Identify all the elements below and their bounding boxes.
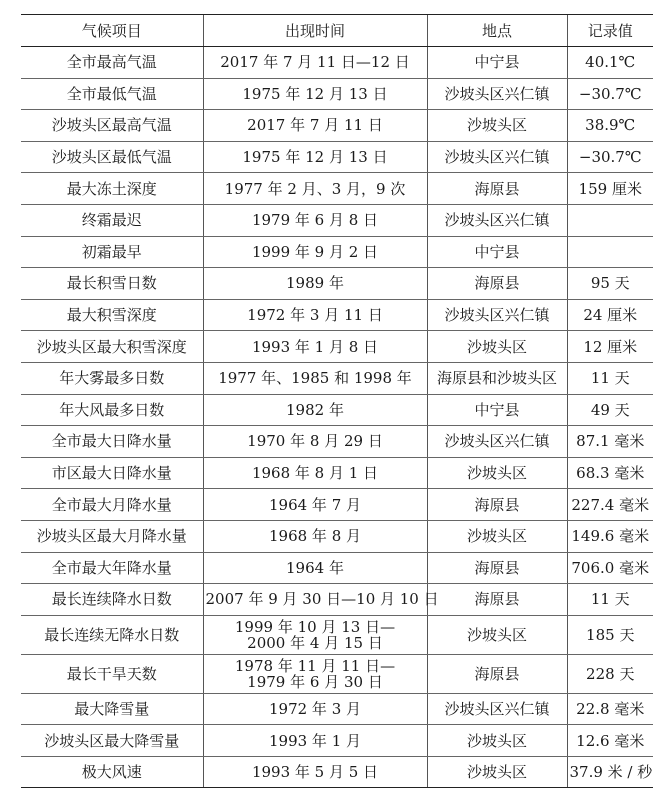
table-row bbox=[21, 693, 653, 725]
cell-item: 最长干旱天数 bbox=[21, 654, 203, 693]
cell-place: 沙坡头区兴仁镇 bbox=[427, 426, 567, 458]
cell-item: 初霜最早 bbox=[21, 236, 203, 268]
cell-item: 最大降雪量 bbox=[21, 693, 203, 725]
table-row bbox=[21, 756, 653, 788]
cell-place: 海原县 bbox=[427, 489, 567, 521]
table-row bbox=[21, 141, 653, 173]
cell-place: 海原县 bbox=[427, 552, 567, 584]
table-row bbox=[21, 204, 653, 236]
table-row bbox=[21, 489, 653, 521]
cell-item: 全市最大日降水量 bbox=[21, 426, 203, 458]
cell-item: 全市最大年降水量 bbox=[21, 552, 203, 584]
cell-item: 最大积雪深度 bbox=[21, 299, 203, 331]
table-row bbox=[21, 331, 653, 363]
cell-place: 海原县 bbox=[427, 654, 567, 693]
cell-value bbox=[567, 236, 653, 268]
cell-value bbox=[567, 204, 653, 236]
cell-place: 沙坡头区 bbox=[427, 725, 567, 757]
cell-value: −30.7℃ bbox=[567, 141, 653, 173]
cell-item: 市区最大日降水量 bbox=[21, 457, 203, 489]
table-row bbox=[21, 299, 653, 331]
cell-value: 227.4 毫米 bbox=[567, 489, 653, 521]
table-row bbox=[21, 584, 653, 616]
cell-place: 中宁县 bbox=[427, 47, 567, 79]
cell-time: 1968 年 8 月 1 日 bbox=[203, 457, 427, 489]
cell-time-line: 1978 年 11 月 11 日— bbox=[234, 656, 396, 675]
cell-item: 极大风速 bbox=[21, 756, 203, 788]
header-value: 记录值 bbox=[567, 15, 653, 47]
cell-item: 沙坡头区最大积雪深度 bbox=[21, 331, 203, 363]
cell-value: 24 厘米 bbox=[567, 299, 653, 331]
cell-time: 1977 年 2 月、3 月，9 次 bbox=[203, 173, 427, 205]
header-item: 气候项目 bbox=[21, 15, 203, 47]
cell-place: 海原县 bbox=[427, 173, 567, 205]
cell-time: 1972 年 3 月 11 日 bbox=[203, 299, 427, 331]
cell-place: 海原县 bbox=[427, 584, 567, 616]
table-header-row bbox=[21, 15, 653, 47]
cell-value: 22.8 毫米 bbox=[567, 693, 653, 725]
table-row bbox=[21, 78, 653, 110]
cell-value: 159 厘米 bbox=[567, 173, 653, 205]
table-row bbox=[21, 173, 653, 205]
cell-value: 68.3 毫米 bbox=[567, 457, 653, 489]
cell-item: 沙坡头区最大月降水量 bbox=[21, 520, 203, 552]
cell-place: 中宁县 bbox=[427, 236, 567, 268]
table-row bbox=[21, 725, 653, 757]
header-place: 地点 bbox=[427, 15, 567, 47]
cell-value: 12 厘米 bbox=[567, 331, 653, 363]
cell-value: 95 天 bbox=[567, 268, 653, 300]
cell-time: 1982 年 bbox=[203, 394, 427, 426]
cell-place: 中宁县 bbox=[427, 394, 567, 426]
cell-time: 1979 年 6 月 8 日 bbox=[203, 204, 427, 236]
cell-place: 沙坡头区兴仁镇 bbox=[427, 78, 567, 110]
cell-value: 37.9 米 / 秒 bbox=[567, 756, 653, 788]
table-row bbox=[21, 47, 653, 79]
cell-place: 沙坡头区 bbox=[427, 615, 567, 654]
cell-time-line: 1999 年 10 月 13 日— bbox=[234, 617, 396, 636]
cell-place: 沙坡头区 bbox=[427, 110, 567, 142]
table-row bbox=[21, 520, 653, 552]
cell-time: 1975 年 12 月 13 日 bbox=[203, 78, 427, 110]
cell-item: 沙坡头区最大降雪量 bbox=[21, 725, 203, 757]
table-row bbox=[21, 654, 653, 693]
climate-records-table bbox=[21, 14, 653, 788]
cell-time: 1993 年 1 月 8 日 bbox=[203, 331, 427, 363]
cell-time: 2017 年 7 月 11 日—12 日 bbox=[203, 47, 427, 79]
table-row bbox=[21, 394, 653, 426]
cell-value: 87.1 毫米 bbox=[567, 426, 653, 458]
cell-time: 1972 年 3 月 bbox=[203, 693, 427, 725]
cell-time-line: 1979 年 6 月 30 日 bbox=[247, 672, 383, 691]
cell-item: 沙坡头区最低气温 bbox=[21, 141, 203, 173]
cell-value: 38.9℃ bbox=[567, 110, 653, 142]
cell-place: 沙坡头区兴仁镇 bbox=[427, 693, 567, 725]
cell-value: 49 天 bbox=[567, 394, 653, 426]
cell-item: 最长连续降水日数 bbox=[21, 584, 203, 616]
header-time: 出现时间 bbox=[203, 15, 427, 47]
cell-time: 2017 年 7 月 11 日 bbox=[203, 110, 427, 142]
cell-item: 年大雾最多日数 bbox=[21, 362, 203, 394]
cell-value: −30.7℃ bbox=[567, 78, 653, 110]
cell-value: 11 天 bbox=[567, 362, 653, 394]
table-row bbox=[21, 426, 653, 458]
cell-time-line: 2000 年 4 月 15 日 bbox=[247, 633, 383, 652]
cell-value: 706.0 毫米 bbox=[567, 552, 653, 584]
cell-value: 40.1℃ bbox=[567, 47, 653, 79]
cell-value: 228 天 bbox=[567, 654, 653, 693]
table-row bbox=[21, 615, 653, 654]
cell-item: 最长连续无降水日数 bbox=[21, 615, 203, 654]
cell-item: 终霜最迟 bbox=[21, 204, 203, 236]
cell-time: 1970 年 8 月 29 日 bbox=[203, 426, 427, 458]
table-row bbox=[21, 268, 653, 300]
cell-place: 沙坡头区 bbox=[427, 520, 567, 552]
cell-time: 1964 年 bbox=[203, 552, 427, 584]
cell-time: 1993 年 5 月 5 日 bbox=[203, 756, 427, 788]
cell-time: 1977 年、1985 和 1998 年 bbox=[203, 362, 427, 394]
cell-time: 1989 年 bbox=[203, 268, 427, 300]
cell-place: 沙坡头区 bbox=[427, 331, 567, 363]
cell-item: 最长积雪日数 bbox=[21, 268, 203, 300]
cell-place: 沙坡头区兴仁镇 bbox=[427, 299, 567, 331]
cell-item: 全市最低气温 bbox=[21, 78, 203, 110]
cell-item: 全市最高气温 bbox=[21, 47, 203, 79]
cell-place: 沙坡头区 bbox=[427, 457, 567, 489]
cell-value: 185 天 bbox=[567, 615, 653, 654]
cell-place: 海原县 bbox=[427, 268, 567, 300]
cell-time: 2007 年 9 月 30 日—10 月 10 日 bbox=[203, 584, 427, 616]
cell-value: 149.6 毫米 bbox=[567, 520, 653, 552]
table-row bbox=[21, 362, 653, 394]
table-row bbox=[21, 552, 653, 584]
cell-time: 1999 年 9 月 2 日 bbox=[203, 236, 427, 268]
cell-item: 沙坡头区最高气温 bbox=[21, 110, 203, 142]
cell-time: 1968 年 8 月 bbox=[203, 520, 427, 552]
cell-time bbox=[203, 654, 427, 693]
cell-place: 沙坡头区兴仁镇 bbox=[427, 204, 567, 236]
cell-value: 12.6 毫米 bbox=[567, 725, 653, 757]
table-row bbox=[21, 110, 653, 142]
cell-place: 沙坡头区兴仁镇 bbox=[427, 141, 567, 173]
cell-item: 最大冻土深度 bbox=[21, 173, 203, 205]
cell-value: 11 天 bbox=[567, 584, 653, 616]
cell-time: 1964 年 7 月 bbox=[203, 489, 427, 521]
cell-time: 1993 年 1 月 bbox=[203, 725, 427, 757]
table-row bbox=[21, 457, 653, 489]
cell-time bbox=[203, 615, 427, 654]
cell-place: 海原县和沙坡头区 bbox=[427, 362, 567, 394]
table-row bbox=[21, 236, 653, 268]
cell-place: 沙坡头区 bbox=[427, 756, 567, 788]
cell-time: 1975 年 12 月 13 日 bbox=[203, 141, 427, 173]
cell-item: 年大风最多日数 bbox=[21, 394, 203, 426]
cell-item: 全市最大月降水量 bbox=[21, 489, 203, 521]
